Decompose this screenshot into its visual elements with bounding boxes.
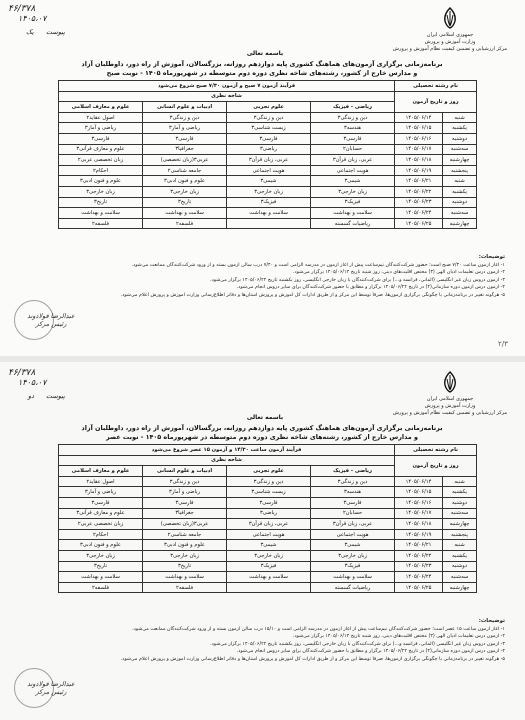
exam-date: ۱۴۰۵/۰۶/۲۴ — [395, 572, 443, 583]
exam-day: دوشنبه — [443, 561, 477, 572]
subject-cell: هندسه۳ — [311, 123, 395, 134]
subject-cell: علوم و معارف قرآنی۳ — [59, 144, 143, 155]
subject-cell: سلامت و بهداشت — [59, 208, 143, 219]
note-item: ۳- آزمون دروس زبان غیر انگلیسی (آلمانی، فرانسه و...) برای شرکت‌کنندگان با زبان خارجی انگلیسی، روز یکشنبه تاریخ ۱۴۰۵/۰۶/۲۲ برگزار می‌شود. — [210, 641, 505, 647]
issuer-center: مرکز ارزشیابی و تضمین کیفیت نظام آموزش و پرورش — [392, 410, 508, 416]
table-header-row — [59, 445, 477, 456]
subject-cell: احکام۲ — [59, 529, 143, 540]
exam-date: ۱۴۰۵/۰۶/۲۲ — [395, 550, 443, 561]
notes-title: توضیحات: — [478, 254, 505, 260]
signature-block — [6, 680, 96, 696]
subject-cell: سلامت و بهداشت — [227, 208, 311, 219]
subject-cell: ریاضی و آمار۳ — [59, 487, 143, 498]
table-row — [59, 540, 477, 551]
field-column-header: نام رشته تحصیلی — [395, 81, 477, 92]
subject-cell: عربی، زبان قرآن۳ — [227, 155, 311, 166]
subject-cell: زبان خارجی۳ — [59, 186, 143, 197]
subject-cell: تاریخ۳ — [59, 561, 143, 572]
issuer-block — [390, 32, 510, 53]
exam-date: ۱۴۰۵/۰۶/۱۷ — [395, 508, 443, 519]
subject-cell: فارسی۳ — [59, 497, 143, 508]
subject-cell — [227, 582, 311, 593]
exam-date: ۱۴۰۵/۰۶/۲۴ — [395, 208, 443, 219]
subject-cell: ریاضی و آمار۳ — [59, 123, 143, 134]
table-row — [59, 186, 477, 197]
note-item: ۵- هرگونه تغییر در برنامه‌زمانی یا چگونگی برگزاری آزمون‌ها، صرفاً توسط این مرکز و از طریق ادارات کل آموزش و پرورش استان‌ها و دفاتر اطلاع‌رسانی وزارت آموزش و پرورش اعلام می‌شود. — [120, 656, 505, 662]
subject-cell: علوم و فنون ادبی۳ — [143, 176, 227, 187]
table-row — [59, 218, 477, 229]
signatory-name: عبدالرضا فولادوند — [27, 680, 75, 688]
subject-cell: فلسفه۲ — [143, 582, 227, 593]
subject-cell: زبان خارجی۳ — [311, 186, 395, 197]
exam-day: دوشنبه — [443, 133, 477, 144]
exam-date: ۱۴۰۵/۰۶/۱۴ — [395, 476, 443, 487]
exam-date: ۱۴۰۵/۰۶/۲۳ — [395, 561, 443, 572]
exam-day: پنجشنبه — [443, 165, 477, 176]
issuer-ministry: وزارت آموزش و پرورش — [424, 403, 476, 409]
letter-date-handwritten: ۱۴۰۵،۰۷ — [18, 14, 47, 23]
issuer-country: جمهوری اسلامی ایران — [426, 396, 474, 402]
subject-cell: سلامت و بهداشت — [143, 572, 227, 583]
exam-day: شنبه — [443, 176, 477, 187]
subject-cell: زیست شناسی۳ — [227, 123, 311, 134]
subject-cell: ریاضی۳ — [227, 144, 311, 155]
exam-day: سه‌شنبه — [443, 208, 477, 219]
subject-cell: ریاضیات گسسته — [311, 218, 395, 229]
iran-emblem-icon — [440, 6, 460, 30]
field-math-physics: ریاضی - فیزیک — [311, 466, 395, 477]
subject-cell: هندسه۳ — [311, 487, 395, 498]
exam-date: ۱۴۰۵/۰۶/۱۸ — [395, 519, 443, 530]
subject-cell: تاریخ۳ — [143, 561, 227, 572]
subject-cell: زبان خارجی۳ — [311, 550, 395, 561]
subject-cell: شیمی۳ — [311, 176, 395, 187]
note-item: ۲- آزمون درس تعلیمات ادیان الهی (۳) مختص اقلیت‌های دینی، روز شنبه تاریخ ۱۴۰۵/۰۶/۱۴ برگزار می‌شود. — [293, 270, 505, 275]
subject-cell: فیزیک۳ — [227, 561, 311, 572]
table-header-row — [59, 81, 477, 92]
field-math-physics: ریاضی - فیزیک — [311, 102, 395, 113]
exam-day: دوشنبه — [443, 497, 477, 508]
subject-cell: ریاضیات گسسته — [311, 582, 395, 593]
exam-day: چهارشنبه — [443, 155, 477, 166]
field-humanities: ادبیات و علوم انسانی — [143, 102, 227, 113]
attachment-label: پیوست — [46, 392, 65, 400]
time-row: فرآیند آزمون ۷ صبح و آزمون ۷/۳۰ صبح شروع می‌شود — [59, 81, 395, 92]
subject-cell — [227, 218, 311, 229]
exam-day: چهارشنبه — [443, 519, 477, 530]
subject-cell: جغرافیا۳ — [143, 508, 227, 519]
subject-cell: دین و زندگی۳ — [143, 112, 227, 123]
table-row — [59, 133, 477, 144]
table-header-row — [59, 91, 477, 102]
subject-cell: دین و زندگی۳ — [311, 476, 395, 487]
letter-number-handwritten: ۴۶/۳۷۸ — [8, 368, 36, 378]
exam-date: ۱۴۰۵/۰۶/۲۲ — [395, 186, 443, 197]
exam-day: شنبه — [443, 540, 477, 551]
subject-cell: سلامت و بهداشت — [227, 572, 311, 583]
subject-cell: شیمی۳ — [227, 176, 311, 187]
subject-cell: جامعه شناسی۲ — [143, 529, 227, 540]
document-page-1 — [0, 0, 525, 356]
subject-cell: علوم و فنون ادبی۳ — [59, 540, 143, 551]
subject-cell: ریاضی و آمار۳ — [143, 123, 227, 134]
subject-cell: شیمی۳ — [311, 540, 395, 551]
table-row — [59, 476, 477, 487]
note-item: ۱- آغاز آزمون ساعت ۷/۳۰ صبح است؛ حضور شرکت‌کنندگان نیم‌ساعت پیش از آغاز آزمون در مدرسه الزامی است و ۷/۴۰ درب سالن آزمون بسته و از ورود شرکت‌کنندگان ممانعت می‌شود. — [131, 262, 505, 268]
subject-cell: فلسفه۲ — [143, 218, 227, 229]
branch-header: شاخه نظری — [59, 455, 395, 466]
exam-day: شنبه — [443, 112, 477, 123]
signature-block — [6, 312, 96, 328]
subject-cell: زبان خارجی۳ — [59, 550, 143, 561]
exam-date: ۱۴۰۵/۰۶/۱۹ — [395, 529, 443, 540]
note-item: ۴- آزمون درس آزمون دوره سازمانی(۴) در تاریخ ۱۴۰۵/۰۶/۲۲ برگزار و مطابق با حضور شرکت‌کنندگان برای سایر دروس انجام می‌شود. — [236, 649, 505, 654]
subject-cell: زبان تخصصی عربی۲ — [59, 519, 143, 530]
subject-cell: دین و زندگی۳ — [227, 112, 311, 123]
table-row — [59, 165, 477, 176]
subject-cell: فلسفه۲ — [59, 218, 143, 229]
exam-schedule-table — [58, 444, 477, 593]
subject-cell: هویت اجتماعی — [227, 165, 311, 176]
exam-day: سه‌شنبه — [443, 508, 477, 519]
table-row — [59, 155, 477, 166]
field-islamic-studies: علوم و معارف اسلامی — [59, 102, 143, 113]
table-header-row — [59, 455, 477, 466]
subject-cell: علوم و فنون ادبی۳ — [59, 176, 143, 187]
note-item: ۳- آزمون دروس زبان غیر انگلیسی (آلمانی، فرانسه و...) برای شرکت‌کنندگان با زبان خارجی انگلیسی، روز یکشنبه تاریخ ۱۴۰۵/۰۶/۲۲ برگزار می‌شود. — [210, 277, 505, 283]
subject-cell: هویت اجتماعی — [311, 529, 395, 540]
letter-date-handwritten: ۱۴۰۵،۰۷ — [18, 378, 47, 387]
document-page-2 — [0, 362, 525, 720]
subject-cell: عربی، زبان قرآن۳ — [311, 519, 395, 530]
exam-day: یکشنبه — [443, 123, 477, 134]
subject-cell: سلامت و بهداشت — [311, 572, 395, 583]
subject-cell: تاریخ۳ — [143, 197, 227, 208]
subject-cell: فارسی۳ — [143, 133, 227, 144]
subject-cell: فارسی۳ — [59, 133, 143, 144]
letter-number-handwritten: ۴۶/۳۷۸ — [8, 4, 36, 14]
schedule-body — [59, 112, 477, 229]
exam-day: یکشنبه — [443, 550, 477, 561]
subject-cell: تاریخ۳ — [59, 197, 143, 208]
subject-cell: جغرافیا۳ — [143, 144, 227, 155]
notes-title: توضیحات: — [478, 618, 505, 624]
exam-date: ۱۴۰۵/۰۶/۲۵ — [395, 582, 443, 593]
subject-cell: علوم و معارف قرآنی۳ — [59, 508, 143, 519]
exam-date: ۱۴۰۵/۰۶/۱۵ — [395, 487, 443, 498]
issuer-center: مرکز ارزشیابی و تضمین کیفیت نظام آموزش و پرورش — [392, 46, 508, 52]
notes-block — [20, 618, 505, 663]
subject-cell: حسابان۲ — [311, 144, 395, 155]
exam-day: پنجشنبه — [443, 529, 477, 540]
table-row — [59, 197, 477, 208]
exam-date: ۱۴۰۵/۰۶/۱۹ — [395, 165, 443, 176]
table-row — [59, 208, 477, 219]
subject-cell: دین و زندگی۳ — [311, 112, 395, 123]
subject-cell: جامعه شناسی۲ — [143, 165, 227, 176]
table-row — [59, 561, 477, 572]
exam-day: یکشنبه — [443, 186, 477, 197]
notes-block — [20, 254, 505, 299]
field-islamic-studies: علوم و معارف اسلامی — [59, 466, 143, 477]
subject-cell: هویت اجتماعی — [311, 165, 395, 176]
table-row — [59, 123, 477, 134]
field-experimental-sciences: علوم تجربی — [227, 466, 311, 477]
note-item: ۲- آزمون درس تعلیمات ادیان الهی (۳) مختص اقلیت‌های دینی، روز شنبه تاریخ ۱۴۰۵/۰۶/۱۴ برگزار می‌شود. — [293, 634, 505, 639]
subject-cell: فارسی۳ — [311, 497, 395, 508]
issuer-country: جمهوری اسلامی ایران — [426, 32, 474, 38]
subject-cell: حسابان۲ — [311, 508, 395, 519]
subject-cell: شیمی۳ — [227, 540, 311, 551]
subject-cell: علوم و فنون ادبی۳ — [143, 540, 227, 551]
table-row — [59, 144, 477, 155]
iran-emblem-icon — [440, 370, 460, 394]
table-row — [59, 582, 477, 593]
day-date-column-header: روز و تاریخ آزمون — [395, 91, 477, 112]
document-title-line1: برنامه‌زمانی برگزاری آزمون‌های هماهنگ کشوری پایه دوازدهم روزانه، بزرگسالان، آموزش از راه دور، داوطلبان آزاد — [81, 424, 443, 432]
subject-cell: سلامت و بهداشت — [143, 208, 227, 219]
exam-date: ۱۴۰۵/۰۶/۱۶ — [395, 133, 443, 144]
note-item: ۴- آزمون درس آزمون دوره سازمانی(۴) در تاریخ ۱۴۰۵/۰۶/۲۲ برگزار و مطابق با حضور شرکت‌کنندگان برای سایر دروس انجام می‌شود. — [236, 285, 505, 290]
subject-cell: زبان تخصصی عربی۲ — [59, 155, 143, 166]
subject-cell: زبان خارجی۳ — [227, 186, 311, 197]
exam-date: ۱۴۰۵/۰۶/۱۷ — [395, 144, 443, 155]
exam-day: سه‌شنبه — [443, 144, 477, 155]
subject-cell: سلامت و بهداشت — [311, 208, 395, 219]
exam-day: یکشنبه — [443, 487, 477, 498]
document-title-line2: و مدارس خارج از کشور، رشته‌های شاخه نظری دوره دوم متوسطه در شهریورماه ۱۴۰۵ - نوبت عصر — [106, 433, 418, 441]
exam-day: چهارشنبه — [443, 218, 477, 229]
document-title-line2: و مدارس خارج از کشور، رشته‌های شاخه نظری دوره دوم متوسطه در شهریورماه ۱۴۰۵ - نوبت صبح — [106, 69, 418, 77]
subject-cell: عربی، زبان قرآن۳ — [311, 155, 395, 166]
exam-date: ۱۴۰۵/۰۶/۱۵ — [395, 123, 443, 134]
page-number: ۲/۳ — [498, 340, 508, 348]
exam-day: چهارشنبه — [443, 582, 477, 593]
subject-cell: عربی۳(زبان تخصصی) — [143, 155, 227, 166]
exam-day: دوشنبه — [443, 197, 477, 208]
subject-cell: زبان خارجی۳ — [227, 550, 311, 561]
exam-date: ۱۴۰۵/۰۶/۱۸ — [395, 155, 443, 166]
subject-cell: فارسی۳ — [227, 497, 311, 508]
table-row — [59, 572, 477, 583]
branch-header: شاخه نظری — [59, 91, 395, 102]
subject-cell: اصول عقاید۲ — [59, 476, 143, 487]
subject-cell: ریاضی و آمار۳ — [143, 487, 227, 498]
day-date-column-header: روز و تاریخ آزمون — [395, 455, 477, 476]
subject-cell: زبان خارجی۳ — [143, 186, 227, 197]
subject-cell: دین و زندگی۳ — [143, 476, 227, 487]
subject-cell: فارسی۳ — [311, 133, 395, 144]
issuer-block — [390, 396, 510, 417]
subject-cell: زیست شناسی۳ — [227, 487, 311, 498]
note-item: ۵- هرگونه تغییر در برنامه‌زمانی یا چگونگی برگزاری آزمون‌ها، صرفاً توسط این مرکز و از طریق ادارات کل آموزش و پرورش استان‌ها و دفاتر اطلاع‌رسانی وزارت آموزش و پرورش اعلام می‌شود. — [120, 292, 505, 298]
table-row — [59, 529, 477, 540]
table-row — [59, 487, 477, 498]
subject-cell: احکام۲ — [59, 165, 143, 176]
attachment-value: دو — [28, 392, 35, 400]
invocation-heading: باسمه تعالی — [246, 414, 284, 421]
exam-date: ۱۴۰۵/۰۶/۲۱ — [395, 540, 443, 551]
table-row — [59, 112, 477, 123]
subject-cell: فیزیک۳ — [311, 197, 395, 208]
subject-cell: فیزیک۳ — [311, 561, 395, 572]
table-row — [59, 508, 477, 519]
exam-date: ۱۴۰۵/۰۶/۱۴ — [395, 112, 443, 123]
subject-cell: عربی، زبان قرآن۳ — [227, 519, 311, 530]
subject-cell: ریاضی۳ — [227, 508, 311, 519]
subject-cell: فارسی۳ — [143, 497, 227, 508]
field-column-header: نام رشته تحصیلی — [395, 445, 477, 456]
table-row — [59, 550, 477, 561]
invocation-heading: باسمه تعالی — [246, 50, 284, 57]
subject-cell: فیزیک۳ — [227, 197, 311, 208]
subject-cell: فارسی۳ — [227, 133, 311, 144]
exam-day: شنبه — [443, 476, 477, 487]
table-row — [59, 176, 477, 187]
exam-date: ۱۴۰۵/۰۶/۱۶ — [395, 497, 443, 508]
subject-cell: دین و زندگی۳ — [227, 476, 311, 487]
exam-date: ۱۴۰۵/۰۶/۲۳ — [395, 197, 443, 208]
subject-cell: اصول عقاید۲ — [59, 112, 143, 123]
attachment-label: پیوست — [46, 28, 65, 36]
time-row: فرآیند آزمون ساعت ۱۴/۳۰ و آزمون ۱۵ عصر شروع می‌شود — [59, 445, 395, 456]
field-humanities: ادبیات و علوم انسانی — [143, 466, 227, 477]
field-experimental-sciences: علوم تجربی — [227, 102, 311, 113]
document-title-line1: برنامه‌زمانی برگزاری آزمون‌های هماهنگ کشوری پایه دوازدهم روزانه، بزرگسالان، آموزش از راه دور، داوطلبان آزاد — [81, 60, 443, 68]
subject-cell: عربی۳(زبان تخصصی) — [143, 519, 227, 530]
subject-cell: فلسفه۲ — [59, 582, 143, 593]
issuer-ministry: وزارت آموزش و پرورش — [424, 39, 476, 45]
subject-cell: زبان خارجی۳ — [143, 550, 227, 561]
attachment-value: یک — [26, 28, 34, 36]
subject-cell: سلامت و بهداشت — [59, 572, 143, 583]
signatory-name: عبدالرضا فولادوند — [27, 312, 75, 320]
exam-date: ۱۴۰۵/۰۶/۲۵ — [395, 218, 443, 229]
table-row — [59, 497, 477, 508]
exam-day: سه‌شنبه — [443, 572, 477, 583]
subject-cell: هویت اجتماعی — [227, 529, 311, 540]
schedule-body — [59, 476, 477, 593]
exam-date: ۱۴۰۵/۰۶/۲۱ — [395, 176, 443, 187]
exam-schedule-table — [58, 80, 477, 229]
signatory-role: رئیس مرکز — [35, 688, 67, 696]
signatory-role: رئیس مرکز — [35, 320, 67, 328]
table-row — [59, 519, 477, 530]
note-item: ۱- آغاز آزمون ساعت ۱۵ عصر است؛ حضور شرکت‌کنندگان نیم‌ساعت پیش از آغاز آزمون در مدرسه الزامی است و ۱۵/۱۰ درب سالن آزمون بسته و از ورود شرکت‌کنندگان ممانعت می‌شود. — [132, 626, 505, 632]
